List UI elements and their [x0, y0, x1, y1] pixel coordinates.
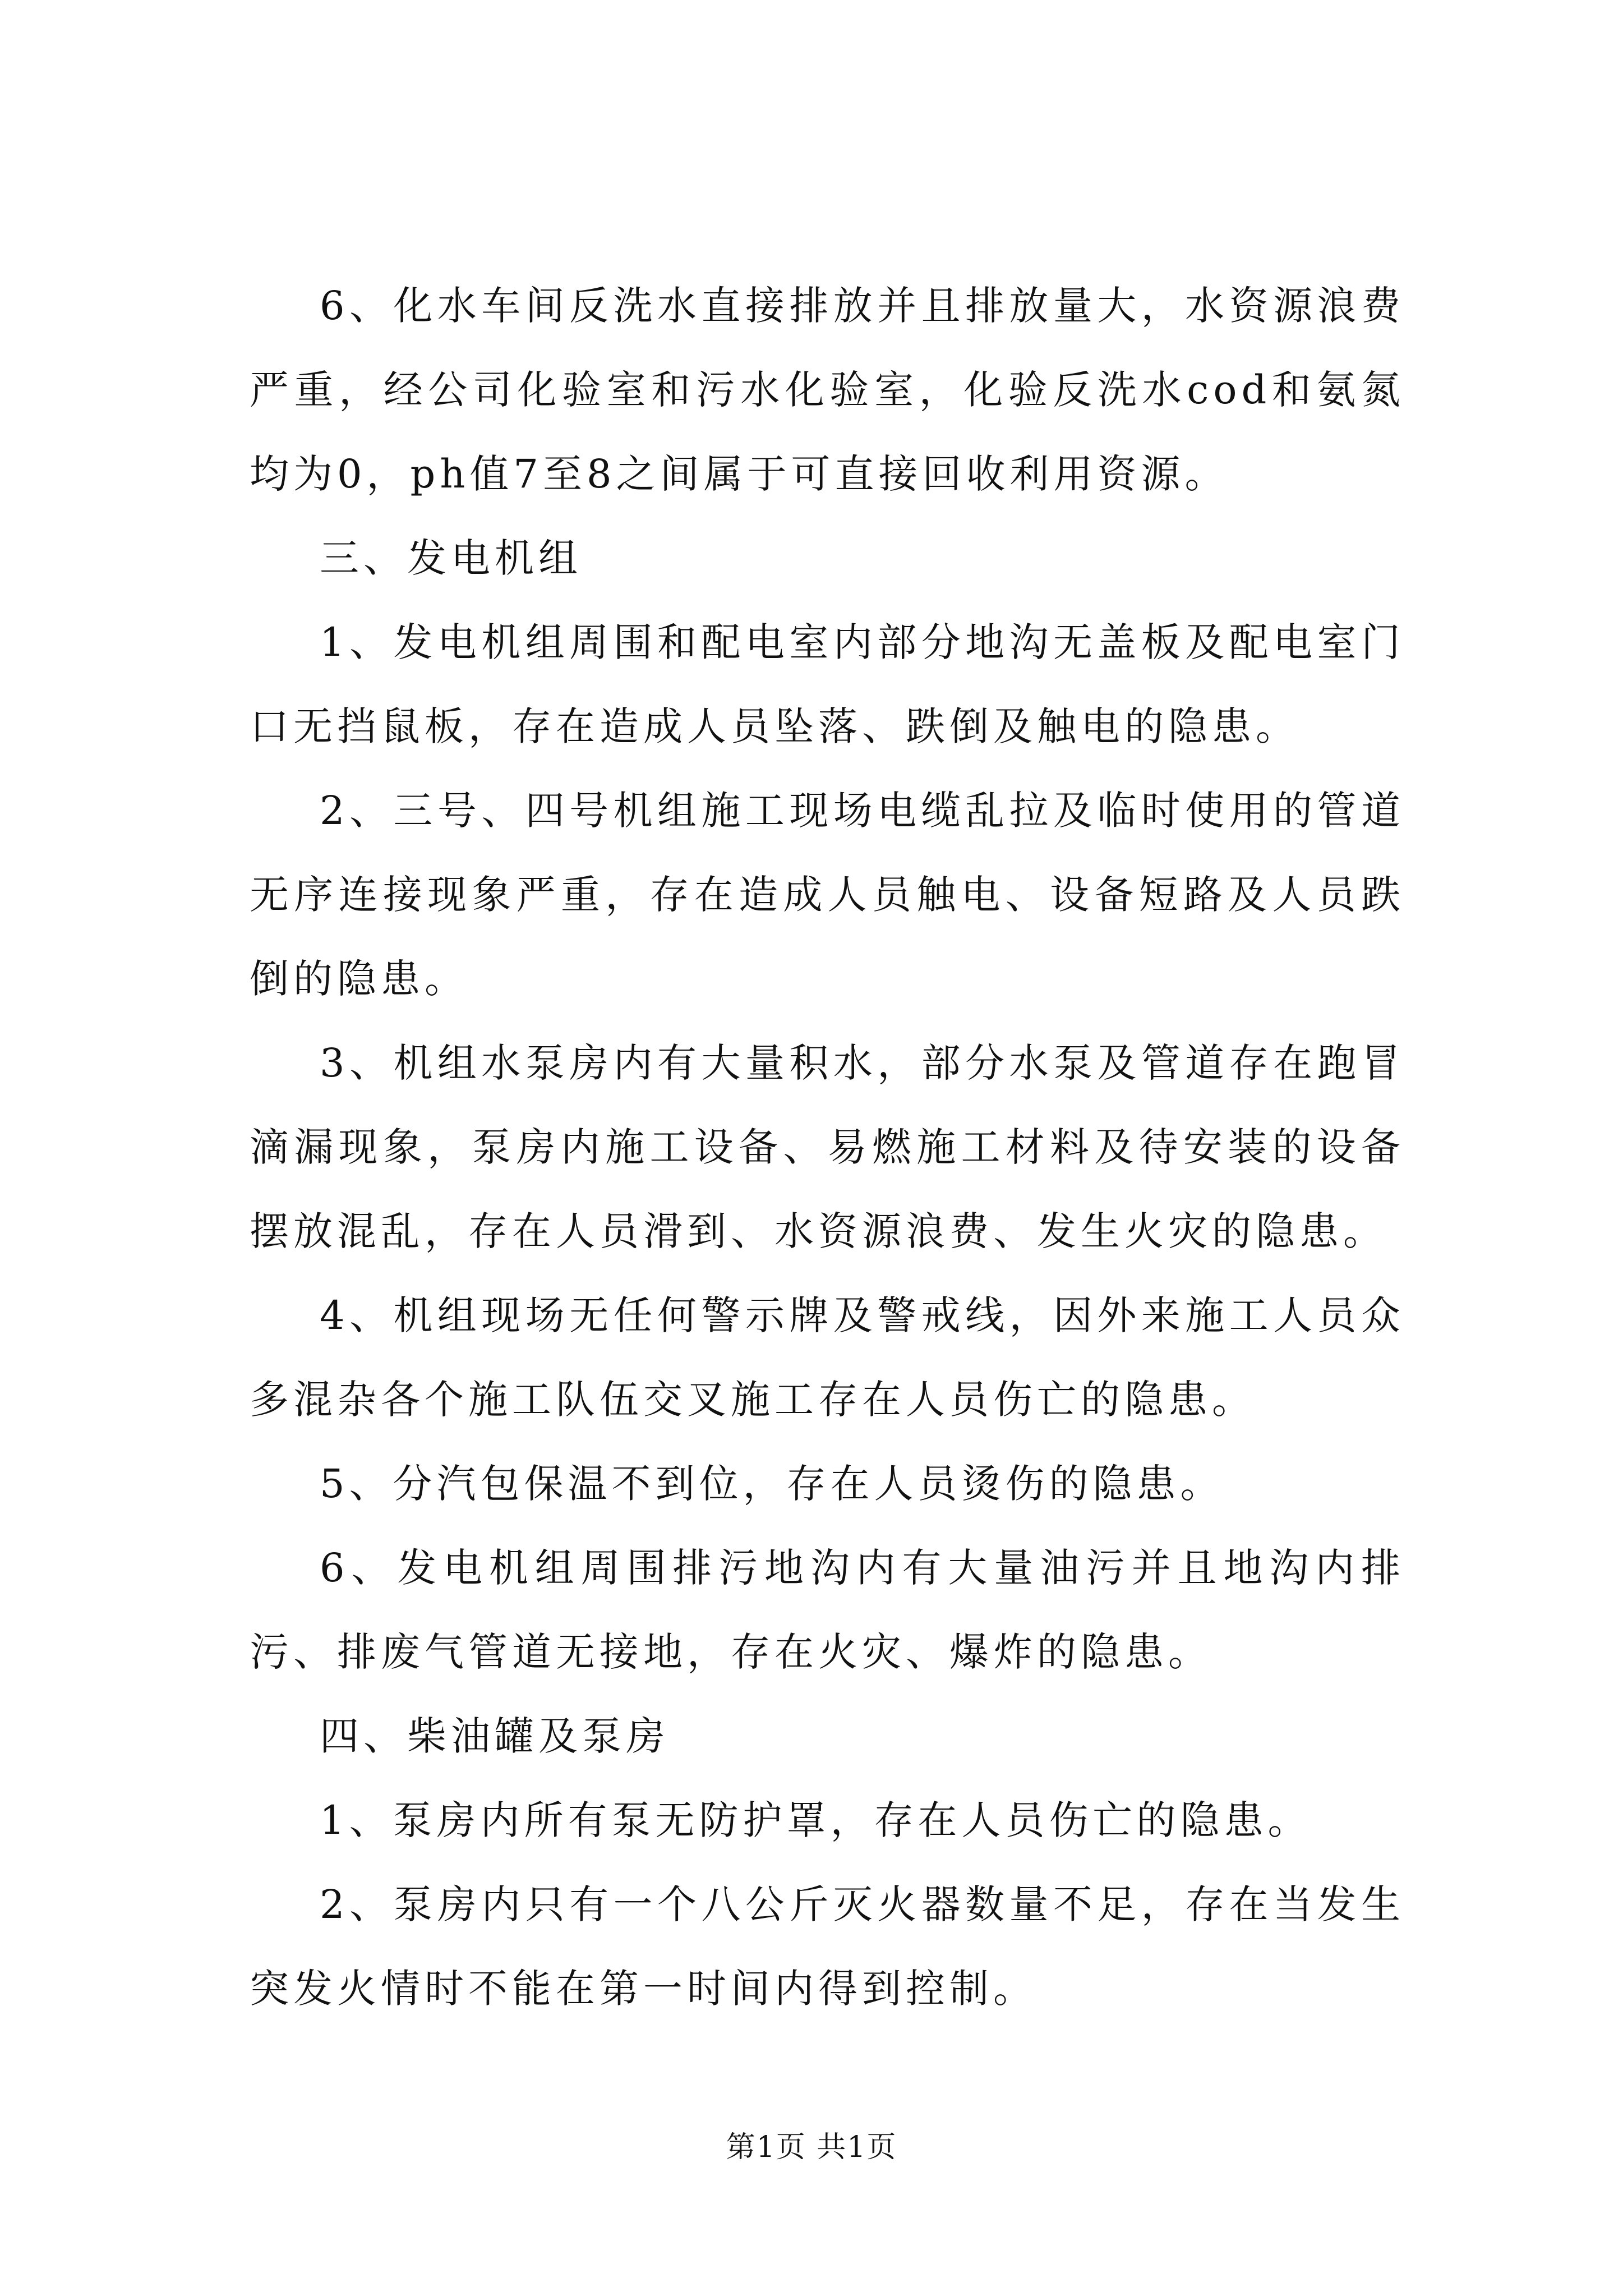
paragraph-water-backwash: 6、化水车间反洗水直接排放并且排放量大，水资源浪费严重，经公司化验室和污水化验室，化验反洗水cod和氨氮均为0，ph值7至8之间属于可直接回收利用资源。	[250, 283, 1405, 497]
paragraph-generator-5: 5、分汽包保温不到位，存在人员烫伤的隐患。	[320, 1461, 1224, 1507]
page-footer: 第1页 共1页	[726, 2131, 897, 2164]
document-body	[250, 264, 1405, 2031]
paragraph-generator-3: 3、机组水泵房内有大量积水，部分水泵及管道存在跑冒滴漏现象，泵房内施工设备、易燃施工材料及待安装的设备摆放混乱，存在人员滑到、水资源浪费、发生火灾的隐患。	[250, 1040, 1405, 1254]
paragraph-generator-2: 2、三号、四号机组施工现场电缆乱拉及临时使用的管道无序连接现象严重，存在造成人员触电、设备短路及人员跌倒的隐患。	[250, 788, 1405, 1002]
section-heading-generator-units: 三、发电机组	[320, 535, 582, 581]
paragraph-pump-room-1: 1、泵房内所有泵无防护罩，存在人员伤亡的隐患。	[320, 1797, 1312, 1843]
paragraph-generator-6: 6、发电机组周围排污地沟内有大量油污并且地沟内排污、排废气管道无接地，存在火灾、爆炸的隐患。	[250, 1545, 1405, 1675]
section-heading-diesel-tank-pump-room: 四、柴油罐及泵房	[320, 1713, 670, 1759]
paragraph-generator-4: 4、机组现场无任何警示牌及警戒线，因外来施工人员众多混杂各个施工队伍交叉施工存在人员伤亡的隐患。	[250, 1292, 1405, 1423]
paragraph-generator-1: 1、发电机组周围和配电室内部分地沟无盖板及配电室门口无挡鼠板，存在造成人员坠落、跌倒及触电的隐患。	[250, 619, 1405, 749]
paragraph-pump-room-2: 2、泵房内只有一个八公斤灭火器数量不足，存在当发生突发火情时不能在第一时间内得到控制。	[250, 1881, 1405, 2012]
